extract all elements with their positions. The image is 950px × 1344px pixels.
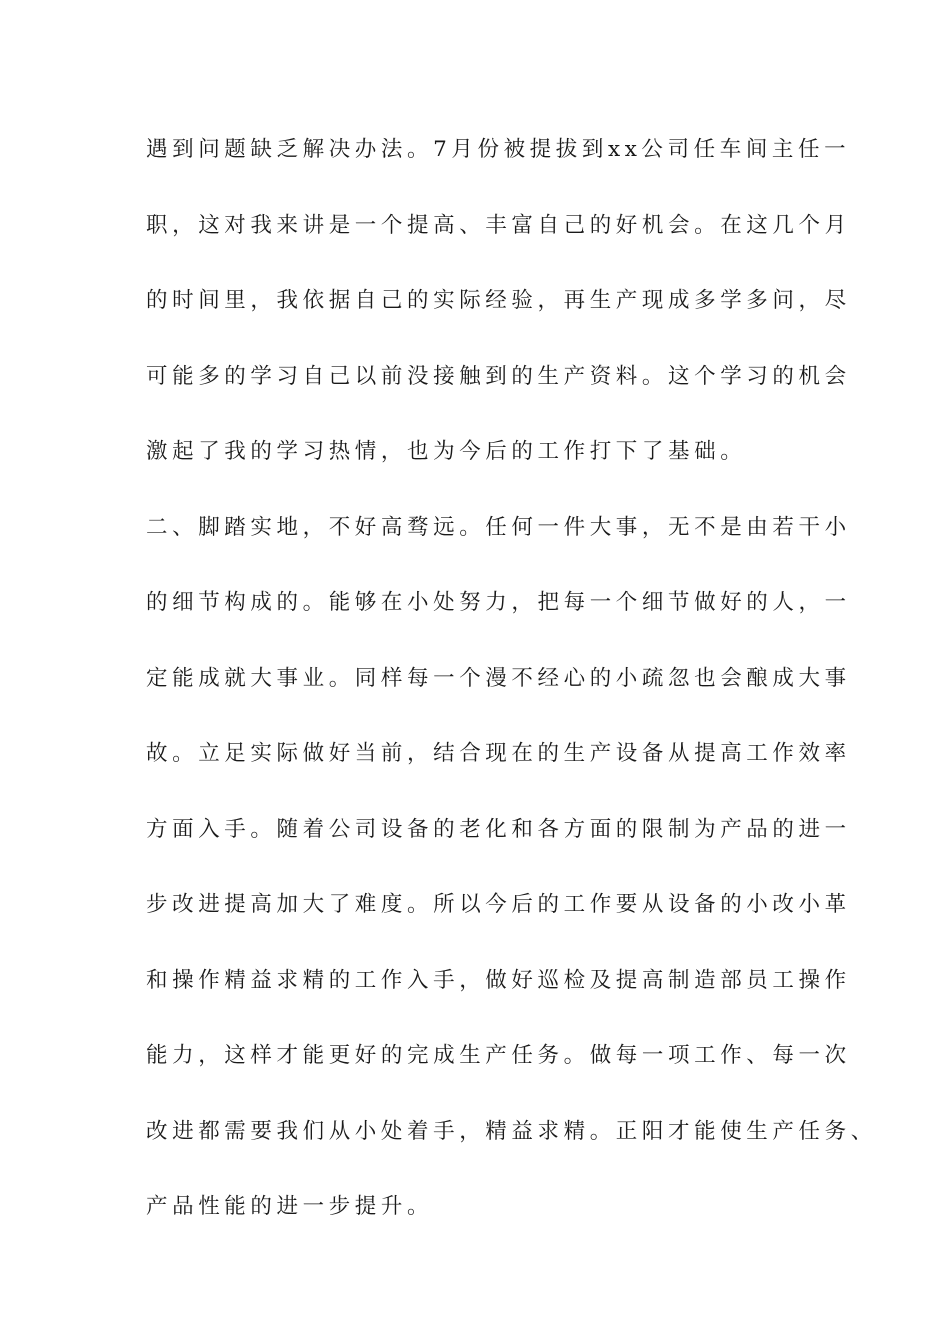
text-line: 方面入手。随着公司设备的老化和各方面的限制为产品的进一 <box>146 816 851 842</box>
text-line: 产品性能的进一步提升。 <box>146 1194 434 1219</box>
text-line: 可能多的学习自己以前没接触到的生产资料。这个学习的机会 <box>146 363 851 389</box>
text-line: 故。立足实际做好当前，结合现在的生产设备从提高工作效率 <box>146 741 851 766</box>
text-line: 激起了我的学习热情，也为今后的工作打下了基础。 <box>146 439 747 464</box>
section-heading-line: 二、脚踏实地，不好高骛远。任何一件大事，无不是由若干小 <box>146 514 851 540</box>
text-line: 的细节构成的。能够在小处努力，把每一个细节做好的人，一 <box>146 590 851 615</box>
text-line: 的时间里，我依据自己的实际经验，再生产现成多学多问，尽 <box>146 288 851 313</box>
text-line: 步改进提高加大了难度。所以今后的工作要从设备的小改小革 <box>146 892 851 917</box>
text-line: 定能成就大事业。同样每一个漫不经心的小疏忽也会酿成大事 <box>146 665 851 691</box>
text-line: 和操作精益求精的工作入手，做好巡检及提高制造部员工操作 <box>146 967 851 993</box>
text-line: 职，这对我来讲是一个提高、丰富自己的好机会。在这几个月 <box>146 212 851 238</box>
text-line: 能力，这样才能更好的完成生产任务。做每一项工作、每一次 <box>146 1043 851 1068</box>
text-line: 改进都需要我们从小处着手，精益求精。正阳才能使生产任务、 <box>146 1118 877 1144</box>
body-text <box>146 128 877 1261</box>
text-line: 遇到问题缺乏解决办法。7月份被提拔到xx公司任车间主任一 <box>146 137 851 162</box>
